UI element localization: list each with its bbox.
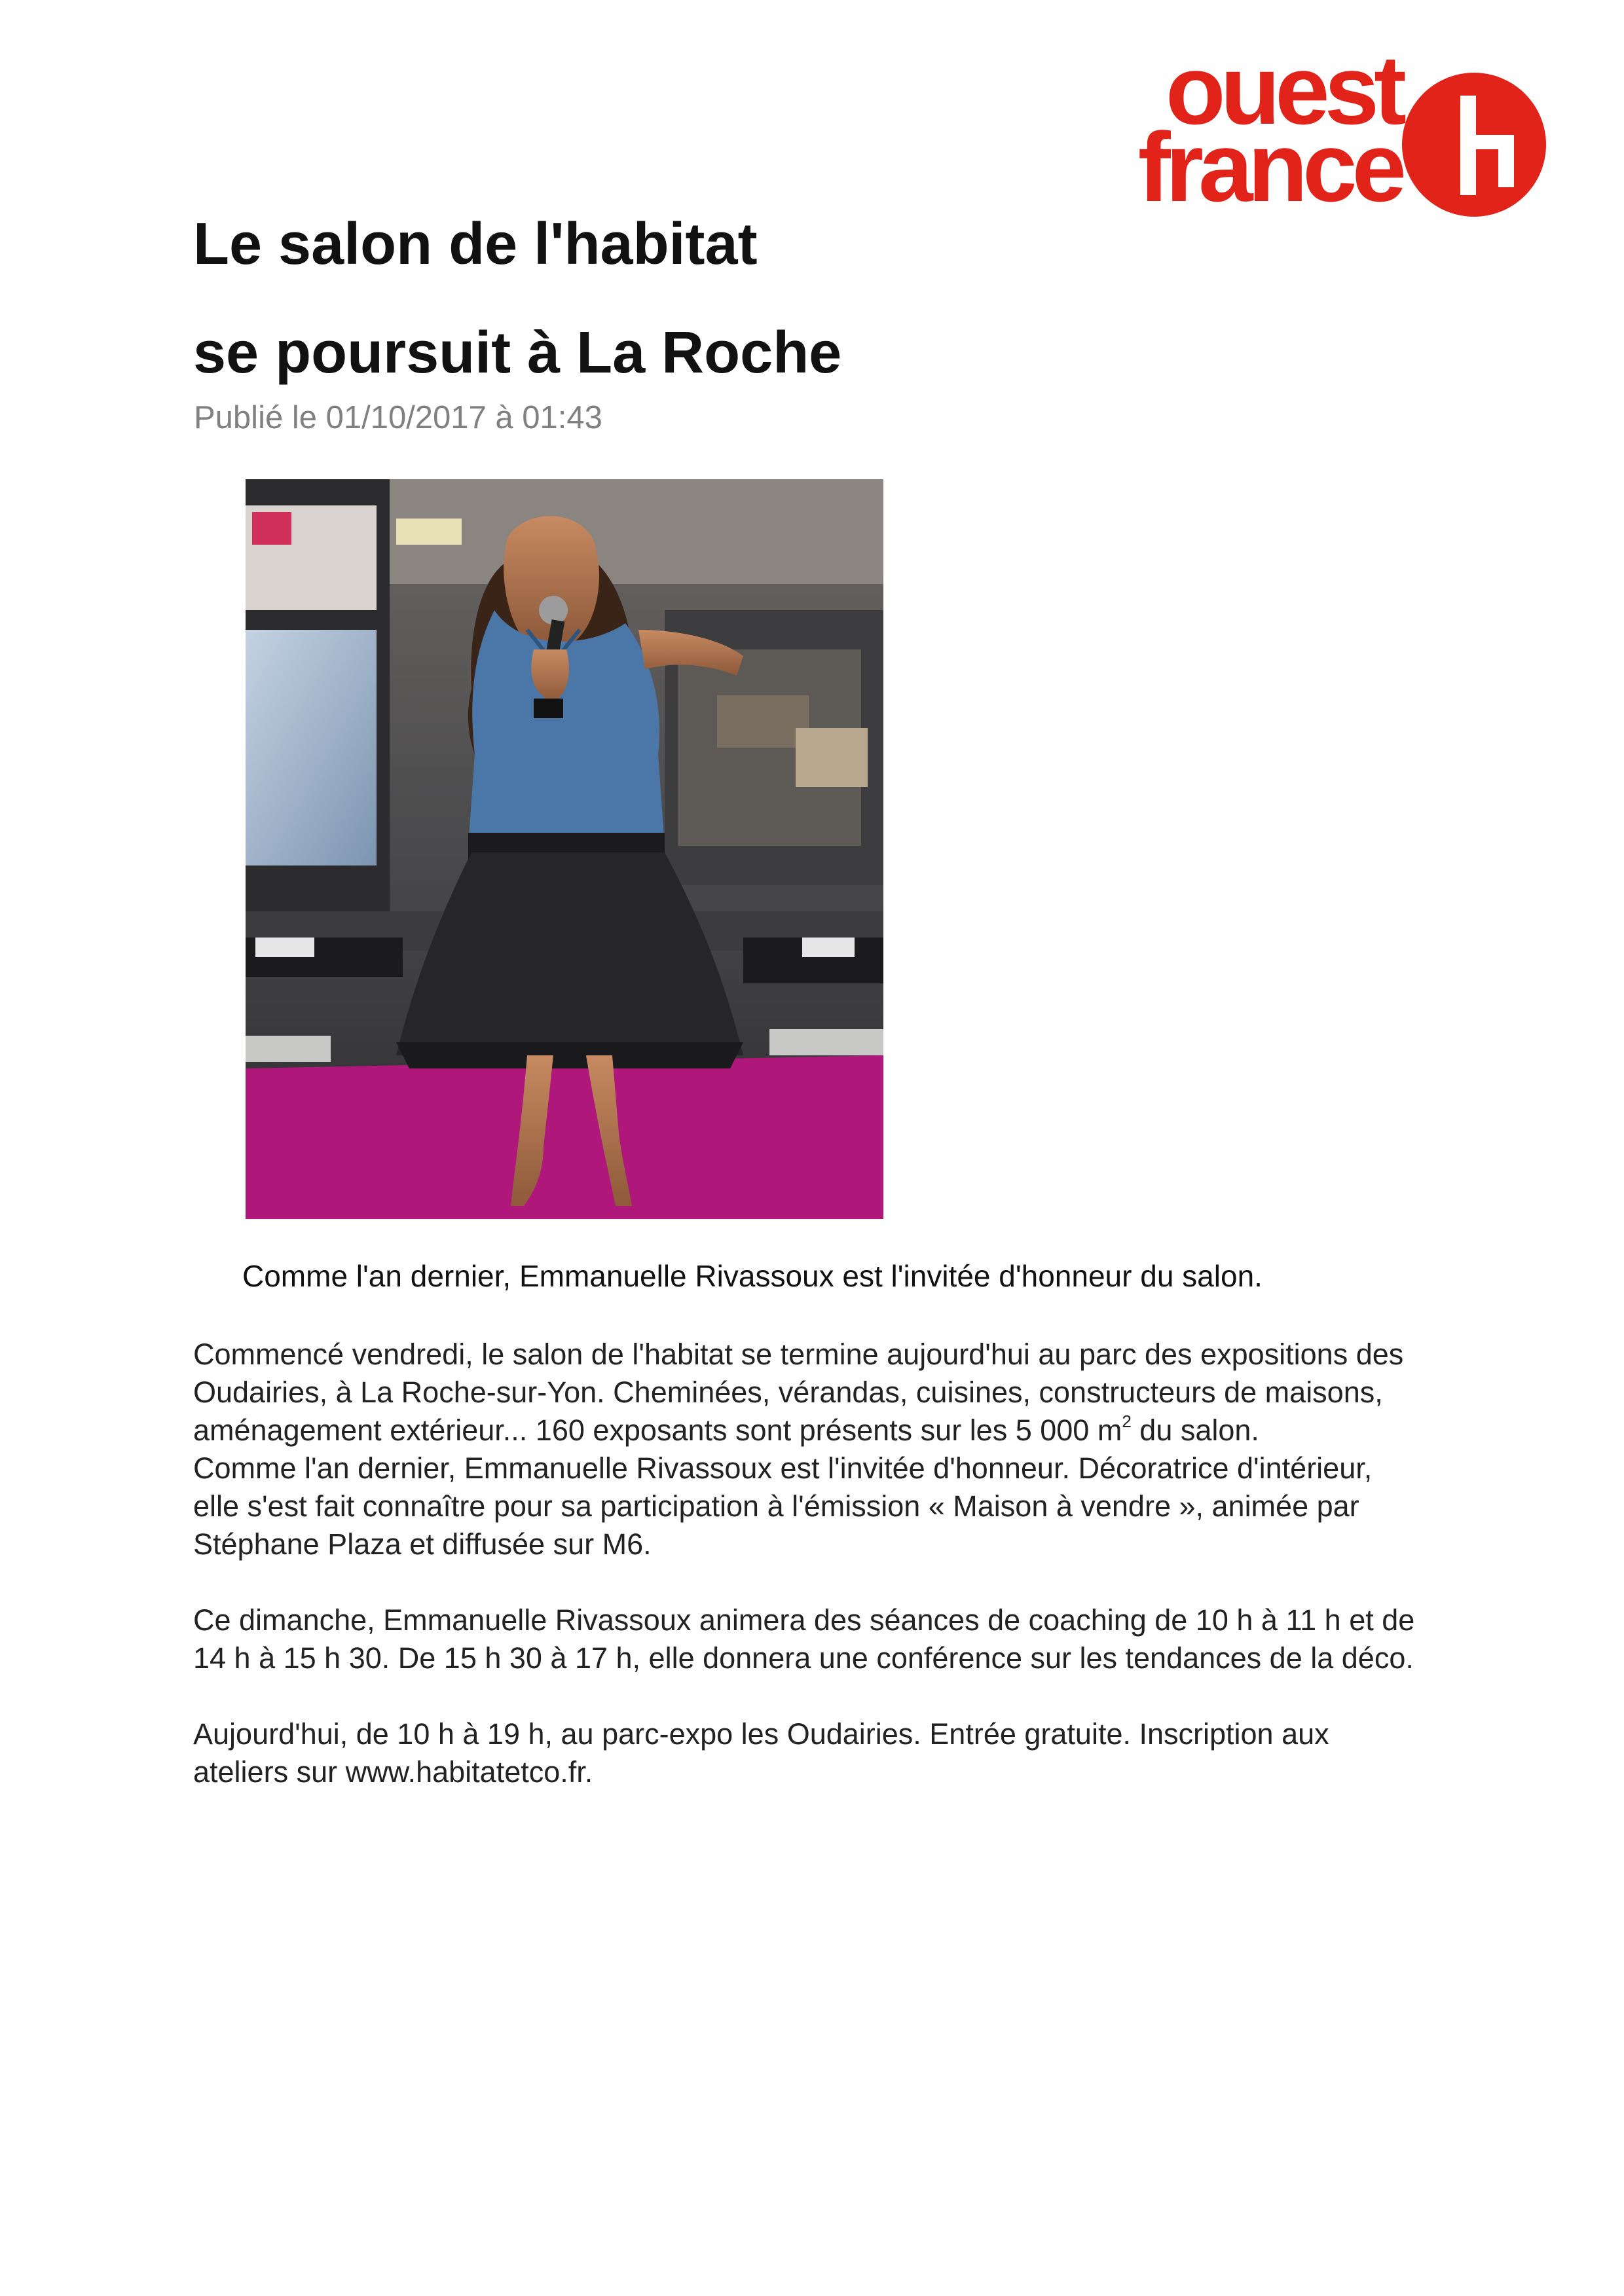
paragraph-1-text: Commencé vendredi, le salon de l'habitat se termine aujourd'hui au parc des expositions des Oudairies, à La Roche-sur-Yon. Cheminées, vérandas, cuisines, constructeurs de maisons, aménagement extérieur... 160 exposants sont présents sur les 5 000 m <box>193 1338 1404 1447</box>
logo-wordmark <box>1061 35 1401 222</box>
superscript-squared: 2 <box>1122 1412 1132 1431</box>
logo-line-france: france <box>1137 112 1401 222</box>
paragraph-1-end: du salon. <box>1131 1413 1259 1447</box>
title-line-2: se poursuit à La Roche <box>193 320 842 386</box>
photo-caption: Comme l'an dernier, Emmanuelle Rivassoux est l'invitée d'honneur du salon. <box>242 1259 1263 1293</box>
ouest-france-logo <box>1061 35 1545 222</box>
title-line-1: Le salon de l'habitat <box>193 211 758 277</box>
paragraph-1 <box>193 1336 1424 1449</box>
paragraph-4: Aujourd'hui, de 10 h à 19 h, au parc-expo les Oudairies. Entrée gratuite. Inscription aux ateliers sur www.habitatetco.fr. <box>193 1717 1329 1789</box>
paragraph-2: Comme l'an dernier, Emmanuelle Rivassoux est l'invitée d'honneur. Décoratrice d'intérieur, elle s'est fait connaître pour sa participation à l'émission « Maison à vendre », animée par Stéphane Plaza et diffusée sur M6. <box>193 1451 1373 1561</box>
article-body <box>193 1336 1424 1829</box>
photo-illustration <box>246 479 883 1219</box>
paragraph-3: Ce dimanche, Emmanuelle Rivassoux animera des séances de coaching de 10 h à 11 h et de 14 h à 15 h 30. De 15 h 30 à 17 h, elle donnera une conférence sur les tendances de la déco. <box>193 1603 1415 1675</box>
publish-date: Publié le 01/10/2017 à 01:43 <box>194 400 602 435</box>
article-photo <box>246 479 883 1219</box>
logo-emblem-icon <box>1400 71 1548 219</box>
logo-line-ouest: ouest <box>1165 35 1401 145</box>
article-title <box>193 190 1110 407</box>
